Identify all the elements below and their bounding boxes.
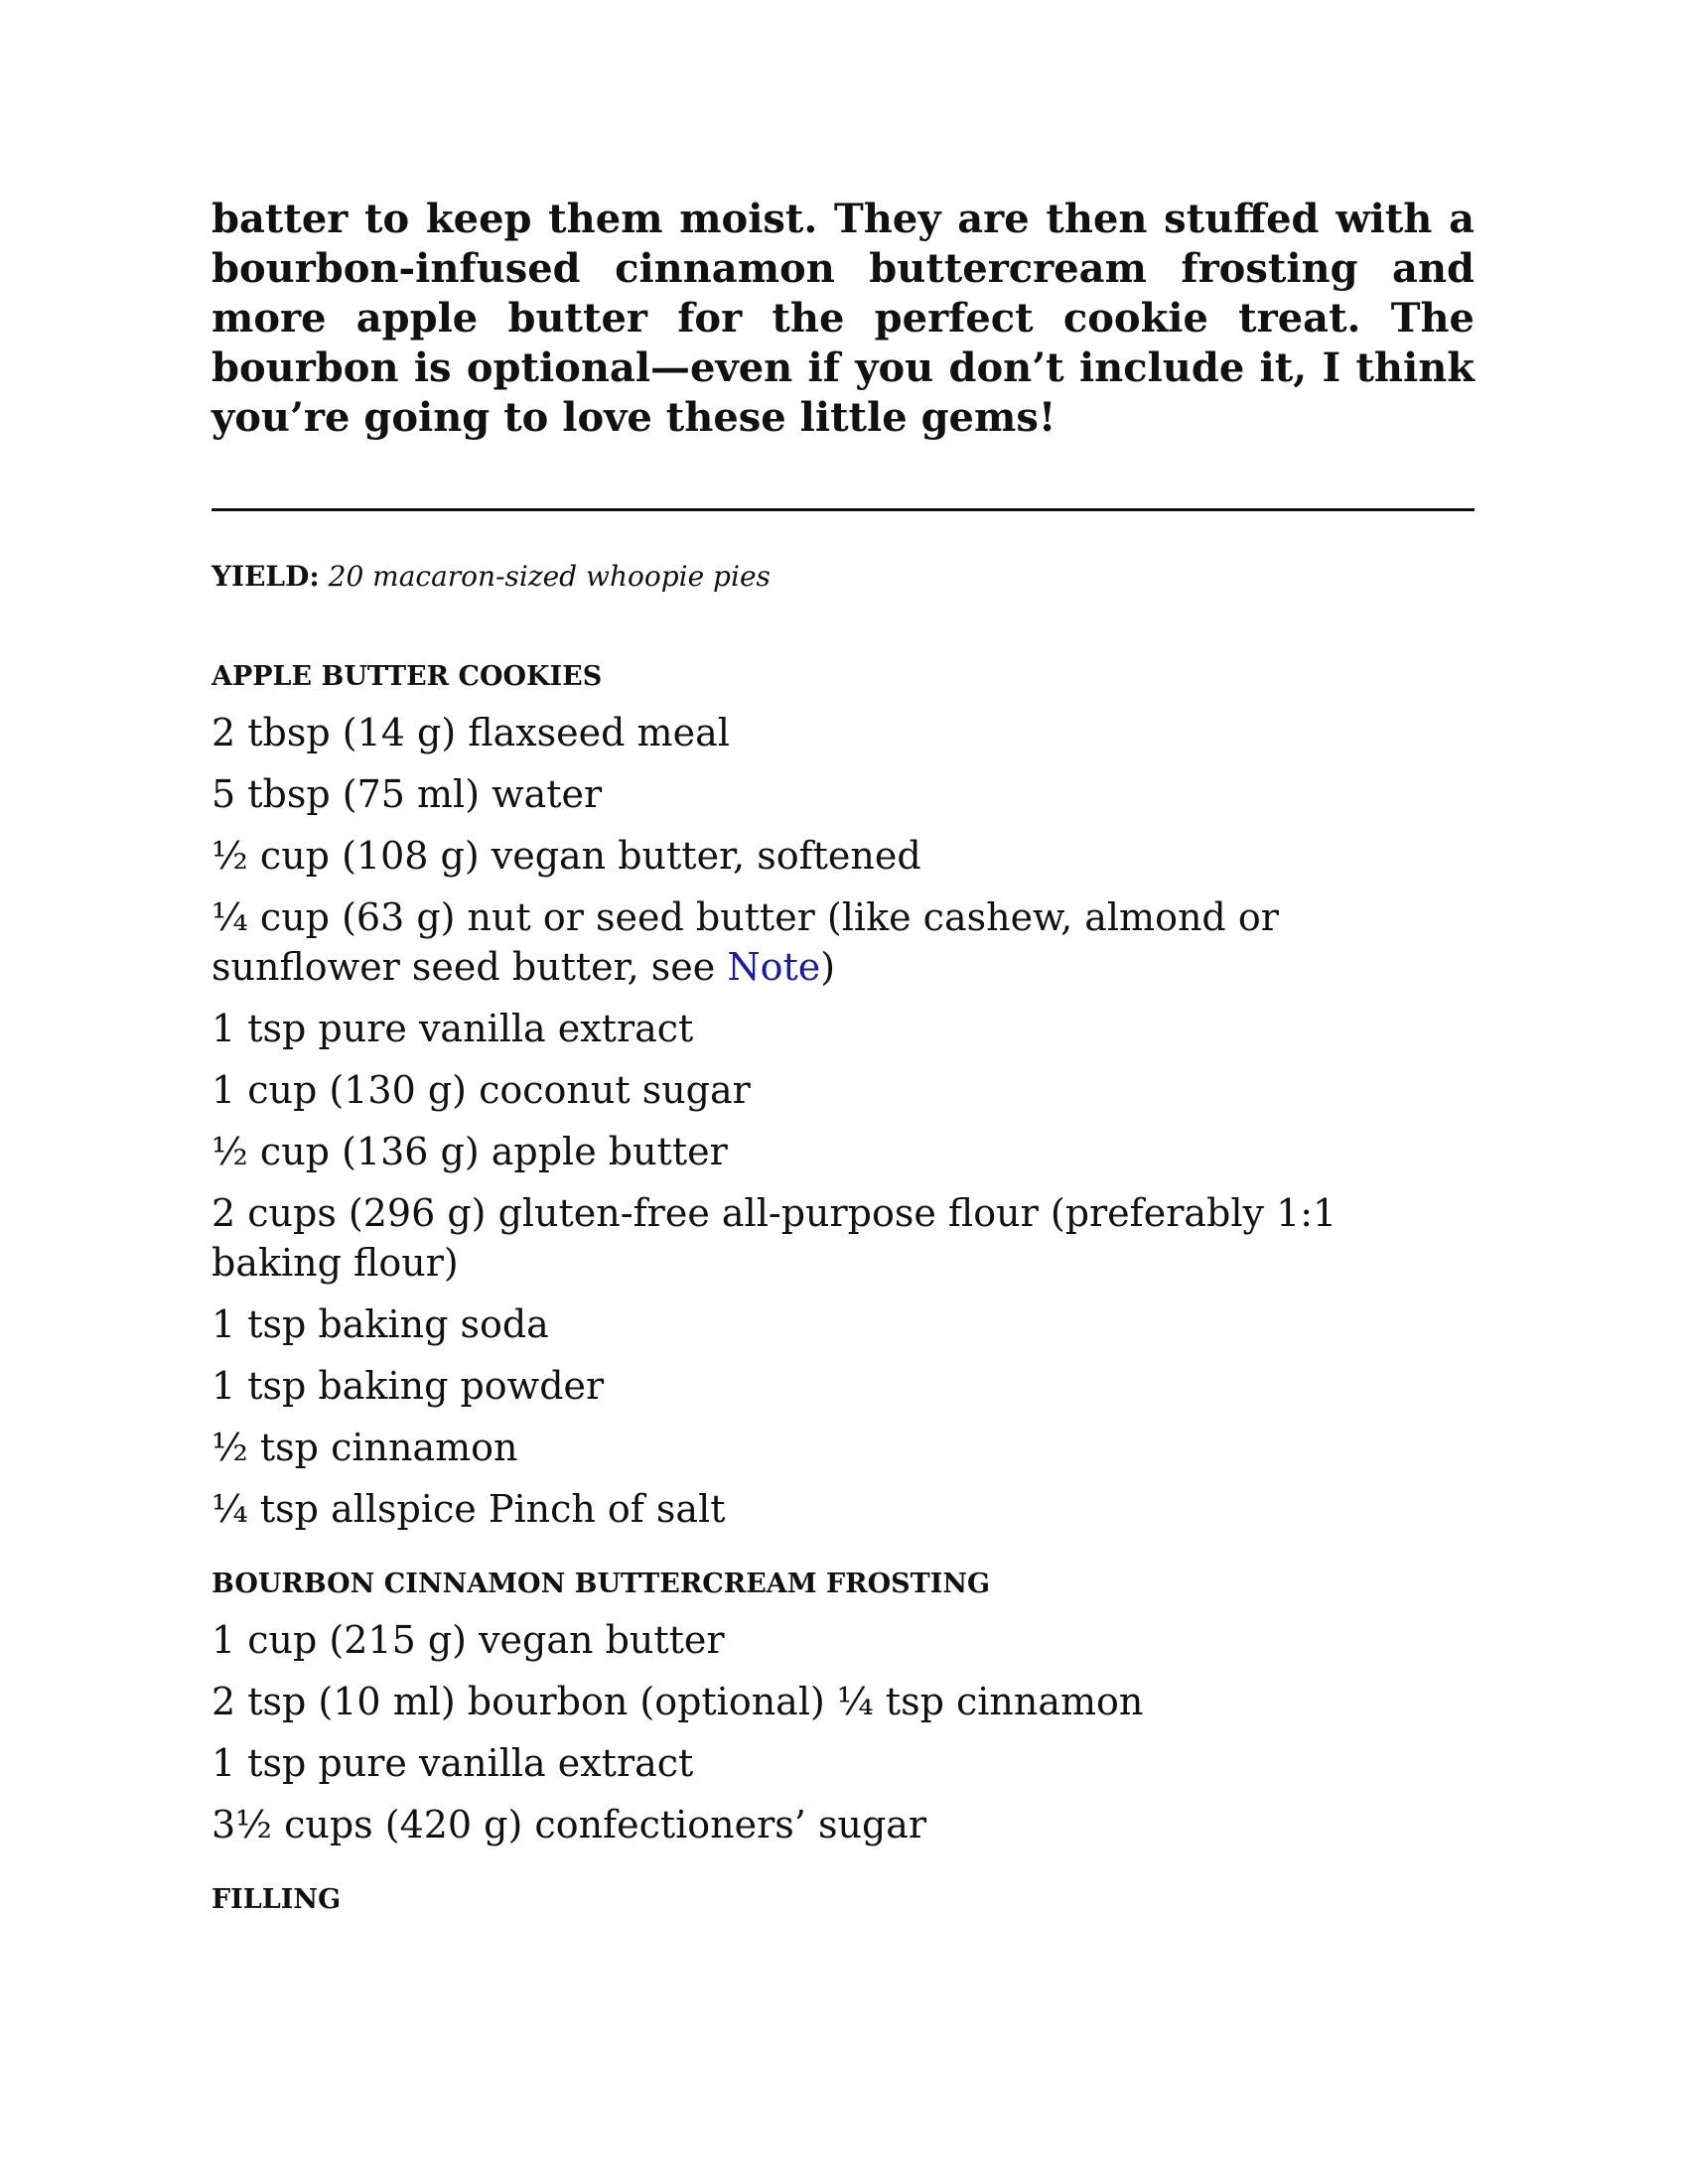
recipe-page bbox=[211, 195, 1475, 1917]
yield-value: 20 macaron-sized whoopie pies bbox=[328, 560, 771, 593]
ingredient-item: 3½ cups (420 g) confectioners’ sugar bbox=[211, 1803, 927, 1846]
ingredient-item: ¼ tsp allspice Pinch of salt bbox=[211, 1487, 726, 1531]
ingredient-item: 1 tsp baking soda bbox=[211, 1302, 549, 1346]
intro-paragraph: batter to keep them moist. They are then stuffed with a bourbon-infused cinnamon buttercream frosting and more apple butter for the perfect cookie treat. The bourbon is optional—even if you don’t include it, I think you’re going to love these little gems! bbox=[211, 196, 1475, 441]
note-link[interactable]: Note bbox=[727, 945, 821, 989]
ingredient-text: ¼ cup (63 g) nut or seed butter (like cashew, almond or sunflower seed butter, see bbox=[211, 895, 1279, 989]
ingredient-item: 1 tsp baking powder bbox=[211, 1364, 605, 1408]
yield-line bbox=[211, 559, 1475, 595]
ingredient-item: 2 tsp (10 ml) bourbon (optional) ¼ tsp cinnamon bbox=[211, 1680, 1144, 1723]
filling-heading: FILLING bbox=[211, 1884, 342, 1915]
ingredient-item: ½ cup (108 g) vegan butter, softened bbox=[211, 834, 921, 878]
ingredient-item: ½ cup (136 g) apple butter bbox=[211, 1130, 728, 1173]
ingredient-item-with-note bbox=[211, 892, 1475, 992]
ingredient-item: 2 tbsp (14 g) flaxseed meal bbox=[211, 711, 730, 754]
section-divider bbox=[211, 508, 1475, 511]
ingredient-item: 1 tsp pure vanilla extract bbox=[211, 1741, 694, 1785]
ingredient-item: ½ tsp cinnamon bbox=[211, 1426, 518, 1469]
apple-butter-cookies-ingredients bbox=[211, 708, 1475, 1534]
ingredient-item: 2 cups (296 g) gluten-free all-purpose flour (preferably 1:1 baking flour) bbox=[211, 1191, 1337, 1285]
yield-label: YIELD: bbox=[211, 560, 320, 593]
bourbon-frosting-heading: BOURBON CINNAMON BUTTERCREAM FROSTING bbox=[211, 1569, 991, 1599]
apple-butter-cookies-heading: APPLE BUTTER COOKIES bbox=[211, 661, 603, 692]
ingredient-item: 1 cup (215 g) vegan butter bbox=[211, 1618, 725, 1662]
ingredient-item: 5 tbsp (75 ml) water bbox=[211, 772, 603, 816]
closing-paren: ) bbox=[820, 945, 836, 989]
ingredient-item: 1 cup (130 g) coconut sugar bbox=[211, 1068, 751, 1112]
bourbon-frosting-ingredients bbox=[211, 1615, 1475, 1849]
ingredient-item: 1 tsp pure vanilla extract bbox=[211, 1007, 694, 1050]
